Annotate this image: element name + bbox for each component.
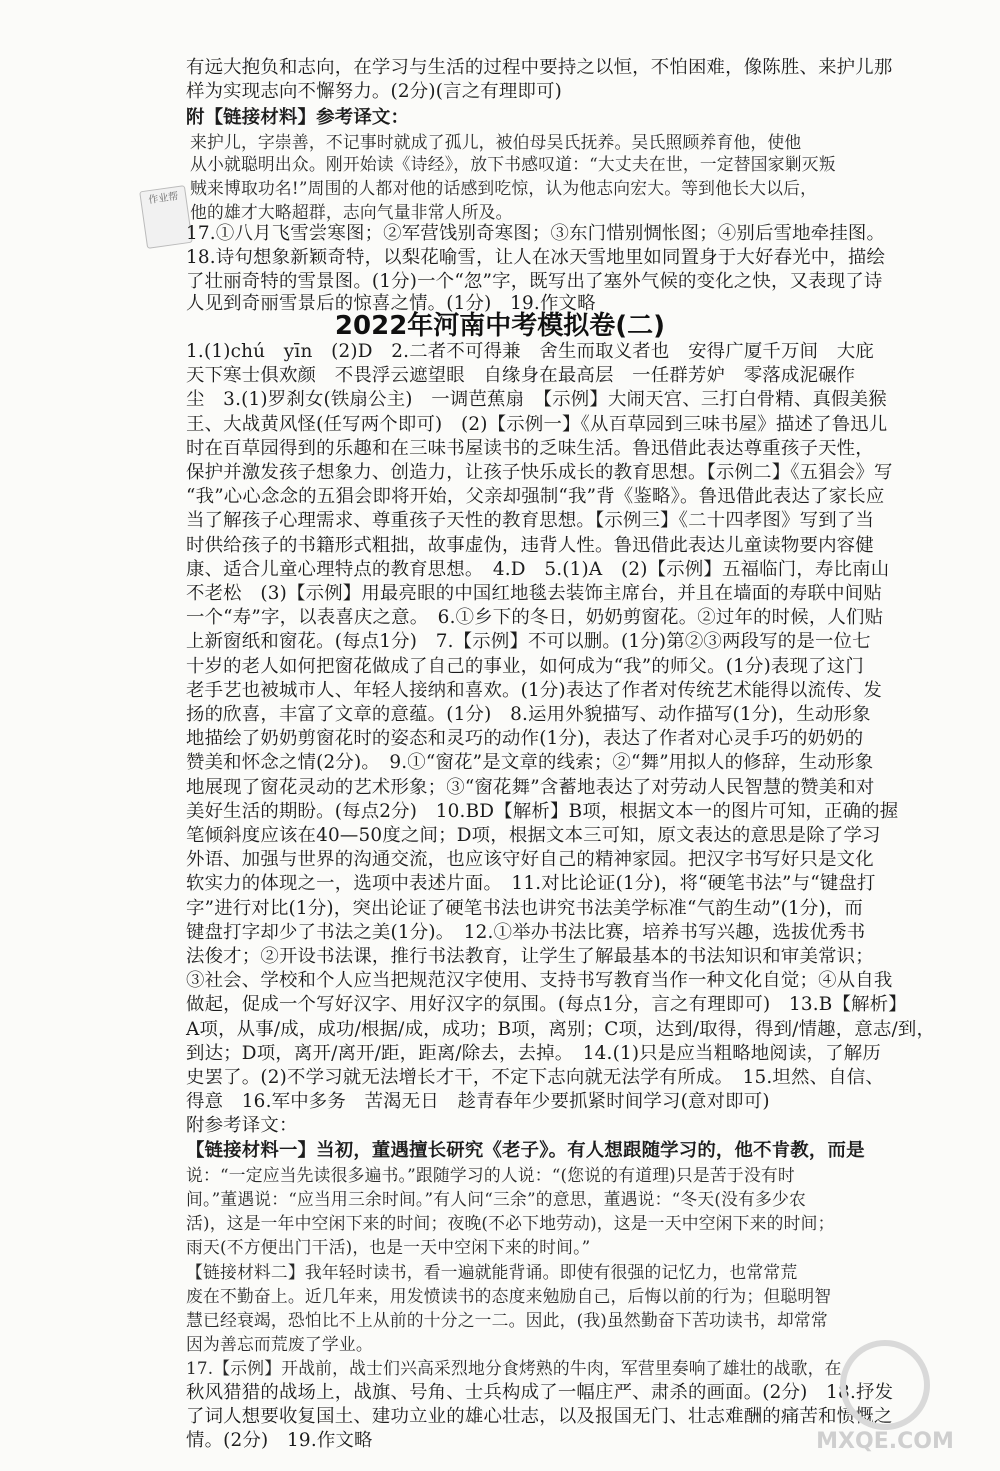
text-line: 美好生活的期盼。(每点2分) 10.BD【解析】B项，根据文本一的图片可知，正确的握 [186,800,899,822]
text-line: 时在百草园得到的乐趣和在三味书屋读书的乏味生活。鲁迅借此表达尊重孩子天性， [186,437,874,459]
text-line: 贼来博取功名!”周围的人都对他的话感到吃惊，认为他志向宏大。等到他长大以后， [190,178,818,198]
text-line: 附参考译文： [186,1115,298,1137]
text-line: 天下寒士俱欢颜 不畏浮云遮望眼 自缘身在最高层 一任群芳妒 零落成泥碾作 [186,365,856,387]
text-line: 得意 16.军中多务 苦渴无日 趁青春年少要抓紧时间学习(意对即可) [186,1091,770,1113]
text-line: 到达；D项，离开/离开/距，距离/除去，去掉。 14.(1)只是应当粗略地阅读，了解历 [186,1042,881,1064]
text-line: 一个“寿”字，以表喜庆之意。 6.①乡下的冬日，奶奶剪窗花。②过年的时候，人们贴 [186,607,884,629]
text-line: 废在不勤奋上。近几年来，用发愤读书的态度来勉励自己，后悔以前的行为；但聪明智 [186,1285,832,1306]
text-line: 1.(1)chú yīn (2)D 2.二者不可得兼 舍生而取义者也 安得广厦千万间 大庇 [186,341,874,362]
text-line: 外语、加强与世界的沟通交流，也应该守好自己的精神家园。把汉字书写好只是文化 [186,849,874,871]
watermark-logo [810,1330,960,1460]
text-line: “我”心心念念的五猖会即将开始，父亲却强制“我”背《鉴略》。鲁迅借此表达了家长应 [186,486,885,508]
text-line: ③社会、学校和个人应当把规范汉字使用、支持书写教育当作一种文化自觉；④从自我 [186,970,893,992]
text-line: 了词人想要收复国土、建功立业的雄心壮志，以及报国无门、壮志难酬的痛苦和愤慨之 [186,1405,893,1427]
text-line: 尘 3.(1)罗刹女(铁扇公主) 一调芭蕉扇 【示例】大闹天宫、三打白骨精、真假美猴 [186,389,887,411]
text-line: 【链接材料一】当初，董遇擅长研究《老子》。有人想跟随学习的，他不肯教，而是 [186,1139,865,1161]
text-line: 康、适合儿童心理特点的教育思想。 4.D 5.(1)A (2)【示例】五福临门，寿比南山 [186,558,890,580]
text-line: 有远大抱负和志向，在学习与生活的过程中要持之以恒，不怕困难，像陈胜、来护儿那 [186,57,893,78]
text-line: 从小就聪明出众。刚开始读《诗经》，放下书感叹道：“大丈夫在世，一定替国家剿灭叛 [190,154,836,174]
text-line: 18.诗句想象新颖奇特，以梨花喻雪，让人在冰天雪地里如同置身于大好春光中，描绘 [186,247,886,268]
text-line: 17.①八月飞雪尝寒图；②军营饯别奇寒图；③东门惜别惆怅图；④别后雪地牵挂图。 [186,223,886,244]
text-line: 因为善忘而荒废了学业。 [186,1334,373,1355]
text-line: 秋风猎猎的战场上，战旗、号角、士兵构成了一幅庄严、肃杀的画面。(2分) 18.抒发 [186,1381,894,1403]
text-line: 史罢了。(2)不学习就无法增长才干，不定下志向就无法学有所成。 15.坦然、自信、 [186,1067,884,1088]
section-title: 2022年河南中考模拟卷(二) [334,311,666,341]
text-line: 笔倾斜度应该在40—50度之间；D项，根据文本三可知，原文表达的意思是除了学习 [186,825,881,846]
text-line: A项，从事/成，成功/根据/成，成功；B项，离别；C项，达到/取得，得到/情趣，意志/到， [186,1018,936,1040]
text-line: 键盘打字却少了书法之美(1分)。 12.①举办书法比赛，培养书写兴趣，选拔优秀书 [186,921,866,943]
text-line: 王、大战黄风怪(任写两个即可) (2)【示例一】《从百草园到三味书屋》描述了鲁迅儿 [186,413,888,435]
text-line: 地展现了窗花灵动的艺术形象；③“窗花舞”含蓄地表达了对劳动人民智慧的赞美和对 [186,776,875,798]
text-line: 活)，这是一年中空闲下来的时间；夜晚(不必下地劳动)，这是一天中空闲下来的时间； [186,1213,835,1234]
text-line: 17.【示例】开战前，战士们兴高采烈地分食烤熟的牛肉，军营里奏响了雄壮的战歌，在 [186,1358,842,1379]
text-line: 老手艺也被城市人、年轻人接纳和喜欢。(1分)表达了作者对传统艺术能得以流传、发 [186,679,882,701]
text-line: 间。”董遇说：“应当用三余时间。”有人问“三余”的意思，董遇说：“冬天(没有多少农 [186,1189,806,1209]
text-line: 雨天(不方便出门干活)，也是一天中空闲下来的时间。” [186,1237,591,1258]
text-line: 情。(2分) 19.作文略 [186,1430,373,1451]
text-line: 了壮丽奇特的雪景图。(1分)一个“忽”字，既写出了塞外气候的变化之快，又表现了诗 [186,271,883,292]
text-line: 他的雄才大略超群，志向气量非常人所及。 [190,202,513,222]
text-line: 时供给孩子的书籍形式粗拙，故事虚伪，违背人性。鲁迅借此表达儿童读物要内容健 [186,534,874,556]
text-line: 十岁的老人如何把窗花做成了自己的事业，如何成为“我”的师父。(1分)表现了这门 [186,655,864,677]
text-line: 慧已经衰竭，恐怕比不上从前的十分之一二。因此，(我)虽然勤奋下苦功读书，却常常 [186,1310,828,1330]
text-line: 不老松 (3)【示例】用最亮眼的中国红地毯去装饰主席台，并且在墙面的寿联中间贴 [186,583,882,604]
text-line: 法俊才；②开设书法课，推行书法教育，让学生了解最基本的书法知识和审美常识； [186,946,874,967]
text-line: 附【链接材料】参考译文： [186,107,410,128]
text-line: 当了解孩子心理需求、尊重孩子天性的教育思想。【示例三】《二十四孝图》写到了当 [186,510,875,532]
text-line: 赞美和怀念之情(2分)。 9.①“窗花”是文章的线索；②“舞”用拟人的修辞，生动形象 [186,752,874,774]
text-line: 保护并激发孩子想象力、创造力，让孩子快乐成长的教育思想。【示例二】《五猖会》写 [186,462,893,483]
text-line: 人见到奇丽雪景后的惊喜之情。(1分) 19.作文略 [186,293,596,314]
stamp-logo: 作业帮 [139,185,193,249]
text-line: 上新窗纸和窗花。(每点1分) 7.【示例】不可以删。(1分)第②③两段写的是一位七 [186,631,871,653]
text-line: 软实力的体现之一，选项中表述片面。 11.对比论证(1分)，将“硬笔书法”与“键盘打 [186,873,876,895]
text-line: 扬的欣喜，丰富了文章的意蕴。(1分) 8.运用外貌描写、动作描写(1分)，生动形象 [186,704,871,725]
text-line: 样为实现志向不懈努力。(2分)(言之有理即可) [186,81,563,102]
text-line: 【链接材料二】我年轻时读书，看一遍就能背诵。即使有很强的记忆力，也常常荒 [186,1261,798,1282]
text-line: 来护儿，字崇善，不记事时就成了孤儿，被伯母吴氏抚养。吴氏照顾养育他，使他 [190,132,802,152]
text-line: 字”进行对比(1分)，突出论证了硬笔书法也讲究书法美学标准“气韵生动”(1分)，而 [186,897,864,919]
text-line: 地描绘了奶奶剪窗花时的姿态和灵巧的动作(1分)，表达了作者对心灵手巧的奶奶的 [186,728,864,750]
text-line: 做起，促成一个写好汉字、用好汉字的氛围。(每点1分，言之有理即可) 13.B【解析】 [186,994,907,1016]
svg-text:MXQE.COM: MXQE.COM [816,1429,954,1454]
text-line: 说：“一定应当先读很多遍书。”跟随学习的人说：“(您说的有道理)只是苦于没有时 [186,1164,795,1185]
